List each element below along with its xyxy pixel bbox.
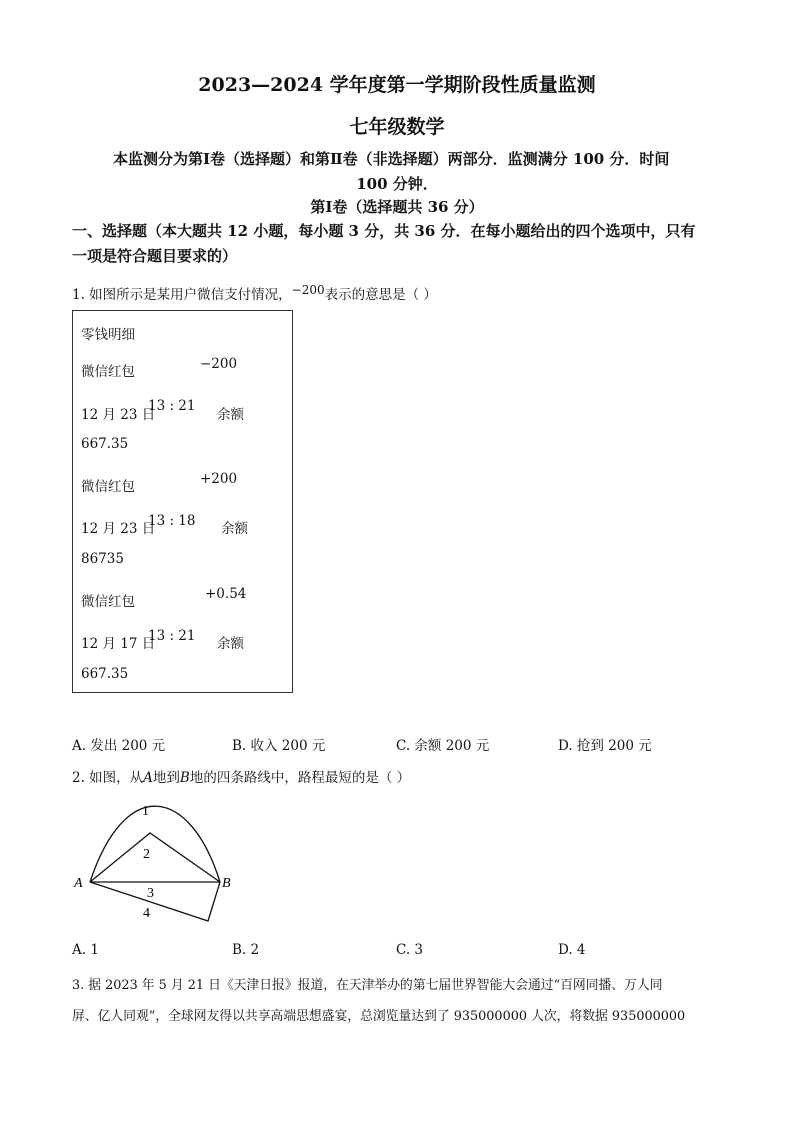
wallet-entry-date: 12 月 23 日 — [81, 521, 156, 537]
q1-option-c[interactable]: C. 余额 200 元 — [396, 738, 490, 754]
wallet-entry-type: 微信红包 — [81, 364, 135, 380]
wallet-entry-amount: +200 — [200, 471, 238, 487]
wallet-entry-balance-label: 余额 — [217, 407, 244, 423]
route-3-label: 3 — [147, 886, 154, 901]
wallet-entry-balance-label: 余额 — [221, 521, 248, 537]
question-2-point-a: A — [143, 770, 153, 786]
wallet-entry-balance: 667.35 — [81, 666, 129, 682]
page-subtitle: 七年级数学 — [349, 116, 445, 138]
point-b-label: B — [222, 876, 231, 891]
route-2-path — [90, 833, 220, 882]
route-1-label: 1 — [142, 804, 149, 819]
page-title: 2023—2024 学年度第一学期阶段性质量监测 — [198, 74, 596, 96]
question-2-stem-end: 地的四条路线中，路程最短的是（ ） — [189, 770, 411, 786]
question-2-point-b: B — [179, 770, 190, 786]
question-2-stem-mid: 地到 — [152, 770, 180, 786]
wallet-entry-time: 13 : 18 — [148, 513, 196, 529]
q1-option-a[interactable]: A. 发出 200 元 — [72, 738, 166, 754]
wallet-entry-time: 13 : 21 — [148, 398, 196, 414]
question-1-stem-end: 表示的意思是（ ） — [324, 287, 437, 303]
q1-option-b[interactable]: B. 收入 200 元 — [232, 738, 326, 754]
q2-option-d[interactable]: D. 4 — [558, 942, 586, 958]
question-3-line-1: 3. 据 2023 年 5 月 21 日《天津日报》报道，在天津举办的第七届世界智能大会通过“百网同播、万人同 — [72, 978, 663, 993]
part-one-heading: 第Ⅰ卷（选择题共 36 分） — [310, 198, 484, 216]
route-1-path — [90, 806, 220, 882]
q2-option-a[interactable]: A. 1 — [72, 942, 99, 958]
question-2-stem — [72, 766, 410, 786]
q1-option-d[interactable]: D. 抢到 200 元 — [558, 738, 652, 754]
question-1-stem-value: −200 — [291, 283, 325, 297]
q2-option-c[interactable]: C. 3 — [396, 942, 424, 958]
wallet-entry-amount: −200 — [200, 356, 238, 372]
question-3-line-2: 屏、亿人同观”，全球网友得以共享高端思想盛宴，总浏览量达到了 935000000 人次，将数据 935000000 — [72, 1009, 686, 1024]
section-heading-line-2: 一项是符合题目要求的） — [72, 247, 238, 265]
wallet-detail-figure — [72, 310, 293, 693]
intro-line-1: 本监测分为第Ⅰ卷（选择题）和第Ⅱ卷（非选择题）两部分．监测满分 100 分．时间 — [113, 150, 670, 168]
question-1-stem — [72, 283, 437, 303]
question-2-stem-start: 2. 如图，从 — [72, 770, 144, 786]
routes-figure — [70, 796, 250, 926]
route-4-path — [90, 882, 220, 921]
wallet-entry-balance: 667.35 — [81, 436, 129, 452]
wallet-entry-type: 微信红包 — [81, 594, 135, 610]
wallet-heading: 零钱明细 — [81, 327, 135, 343]
wallet-entry-date: 12 月 17 日 — [81, 636, 156, 652]
wallet-entry-balance: 86735 — [81, 551, 124, 567]
wallet-entry-date: 12 月 23 日 — [81, 407, 156, 423]
wallet-entry-time: 13 : 21 — [148, 628, 196, 644]
route-2-label: 2 — [143, 847, 150, 862]
q2-option-b[interactable]: B. 2 — [232, 942, 260, 958]
wallet-entry-type: 微信红包 — [81, 479, 135, 495]
point-a-label: A — [74, 876, 83, 891]
intro-line-2: 100 分钟． — [356, 175, 438, 193]
section-heading-line-1: 一、选择题（本大题共 12 小题，每小题 3 分，共 36 分．在每小题给出的四个选项中，只有 — [72, 222, 696, 240]
question-1-stem-start: 1. 如图所示是某用户微信支付情况， — [72, 287, 292, 303]
wallet-entry-balance-label: 余额 — [217, 636, 244, 652]
route-4-label: 4 — [143, 906, 150, 921]
wallet-entry-amount: +0.54 — [205, 586, 247, 602]
